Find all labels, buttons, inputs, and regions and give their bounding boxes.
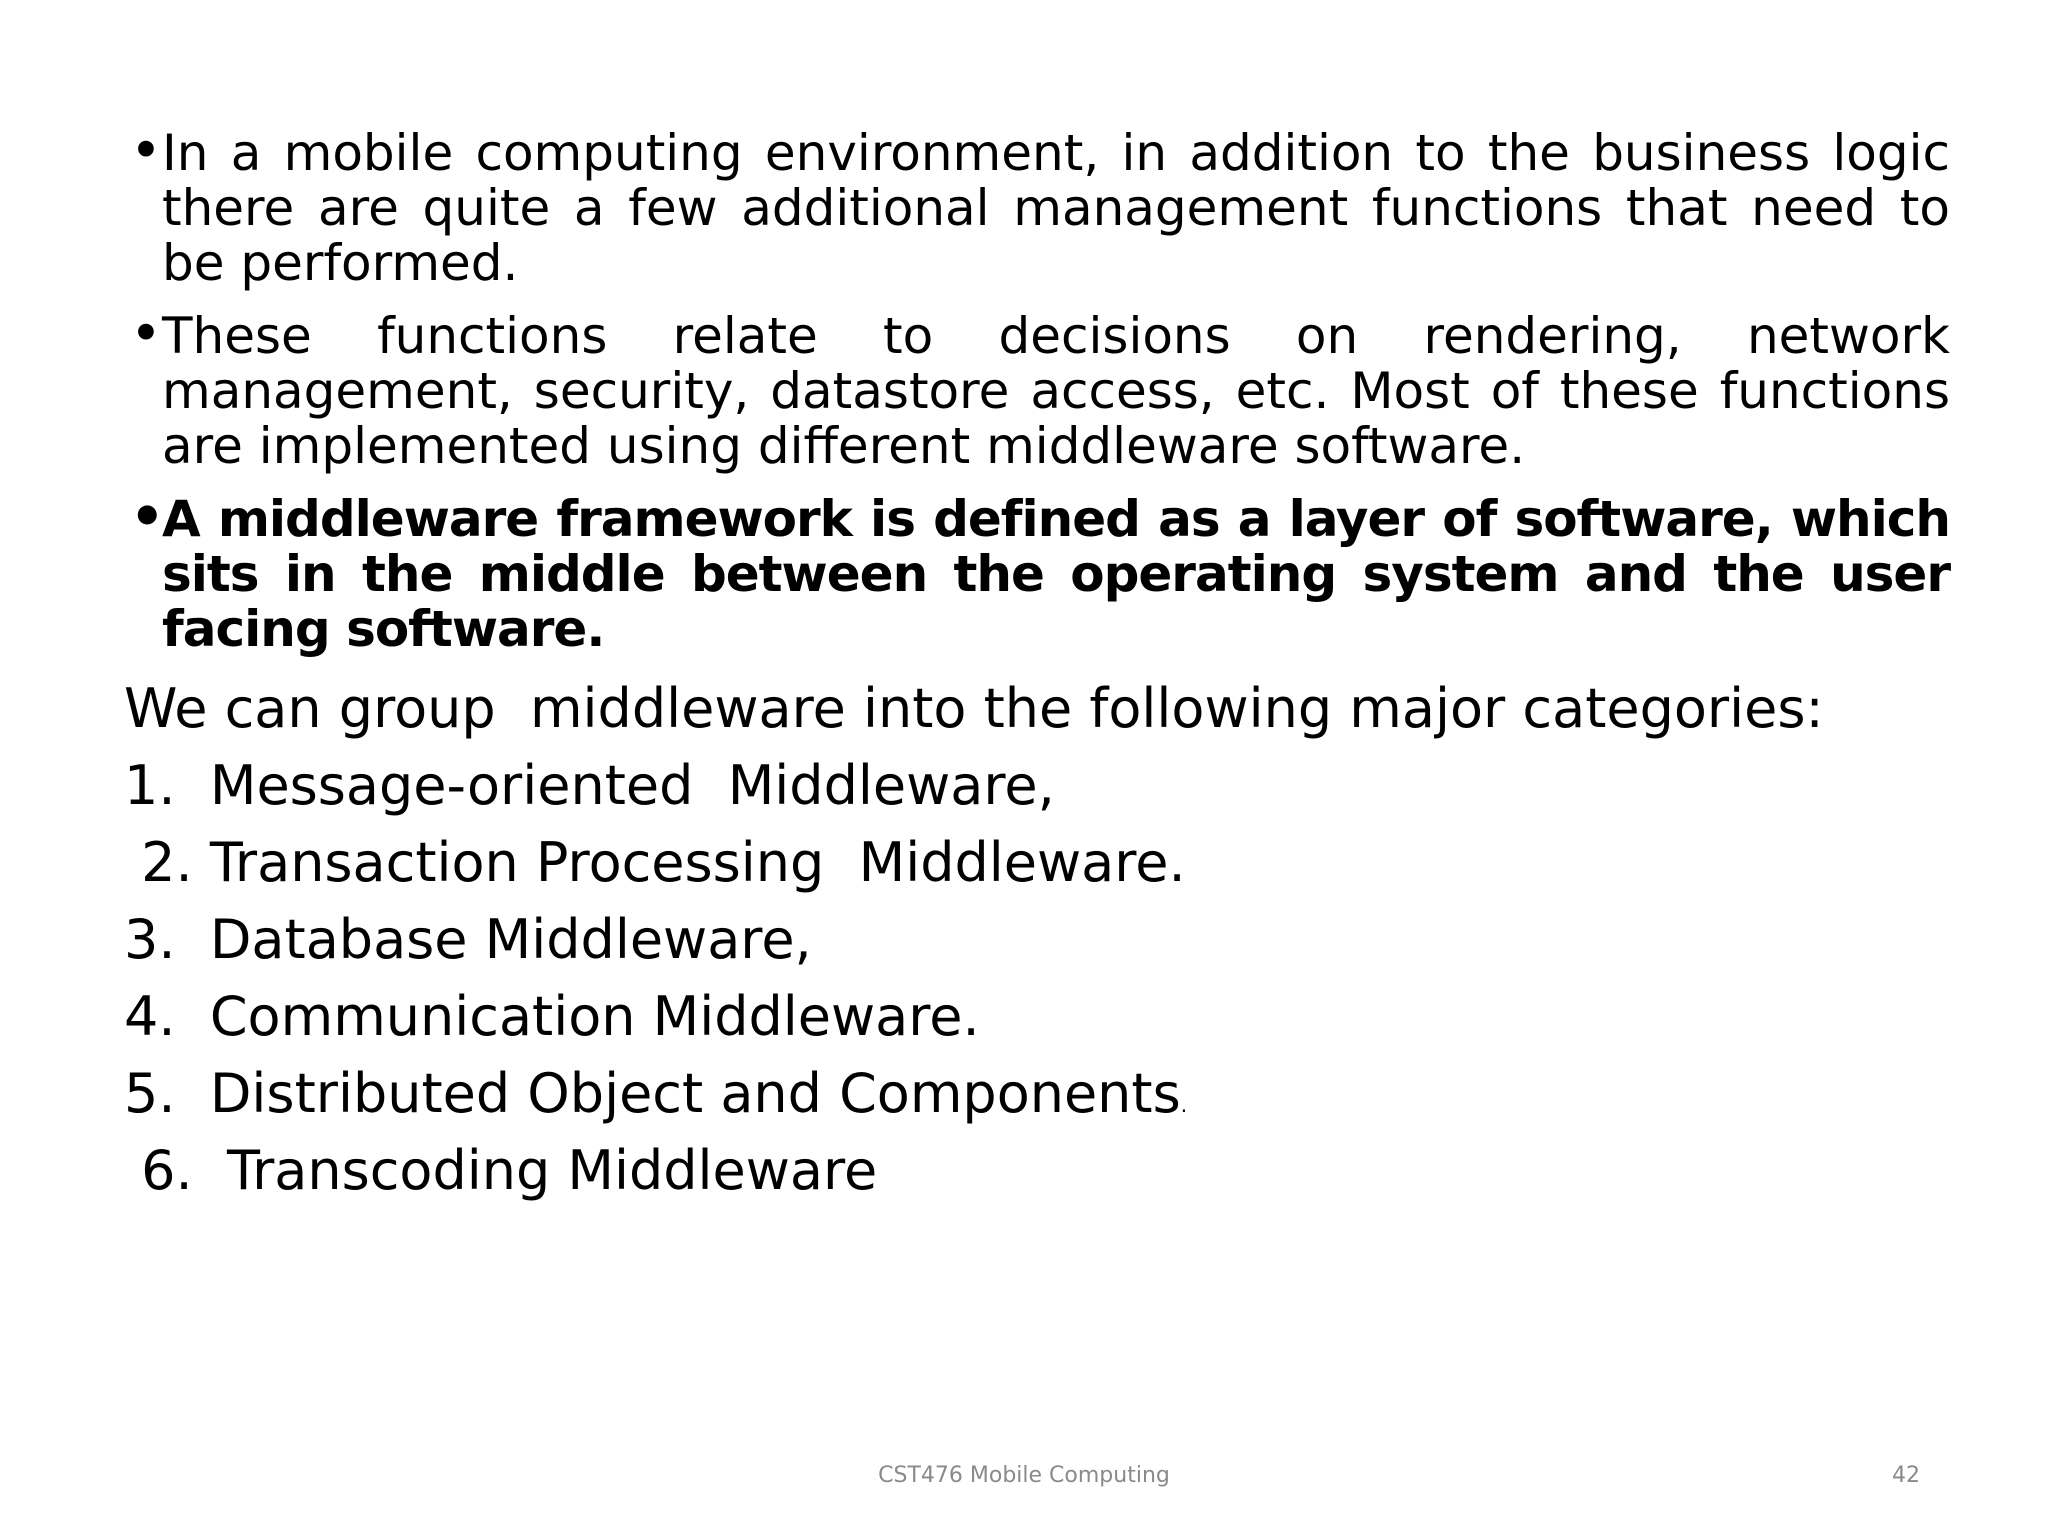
- bullet-text: These functions relate to decisions on rendering, network management, security, datastore access, etc. Most of these functions are implemented using different middleware software.: [162, 307, 1950, 475]
- categories-intro: We can group middleware into the following major categories:: [124, 677, 1824, 740]
- bullet-dot-icon: •: [130, 302, 162, 365]
- bullet-text: A middleware framework is defined as a layer of software, which sits in the middle between the operating system and the user facing software.: [162, 490, 1950, 658]
- bullet-item-definition: [130, 485, 1950, 658]
- footer-course-title: CST476 Mobile Computing: [878, 1463, 1170, 1488]
- category-item: 4. Communication Middleware.: [124, 985, 980, 1048]
- bullet-list: [130, 119, 1950, 675]
- category-item: 1. Message-oriented Middleware,: [124, 754, 1055, 817]
- bullet-item: [130, 302, 1950, 475]
- category-item: 3. Database Middleware,: [124, 908, 812, 971]
- category-item-5: [124, 1063, 1187, 1136]
- category-item-text: 5. Distributed Object and Components: [124, 1062, 1181, 1125]
- category-item: 2. Transaction Processing Middleware.: [124, 831, 1186, 894]
- footer-page-number: 42: [1892, 1463, 1920, 1488]
- bullet-item: [130, 119, 1950, 292]
- category-item: 6. Transcoding Middleware: [124, 1139, 878, 1202]
- category-item-suffix: .: [1180, 1093, 1188, 1117]
- bullet-dot-icon: •: [130, 119, 162, 182]
- bullet-text: In a mobile computing environment, in addition to the business logic there are quite a few additional management functions that need to be performed.: [162, 124, 1950, 292]
- bullet-dot-icon: •: [130, 485, 164, 548]
